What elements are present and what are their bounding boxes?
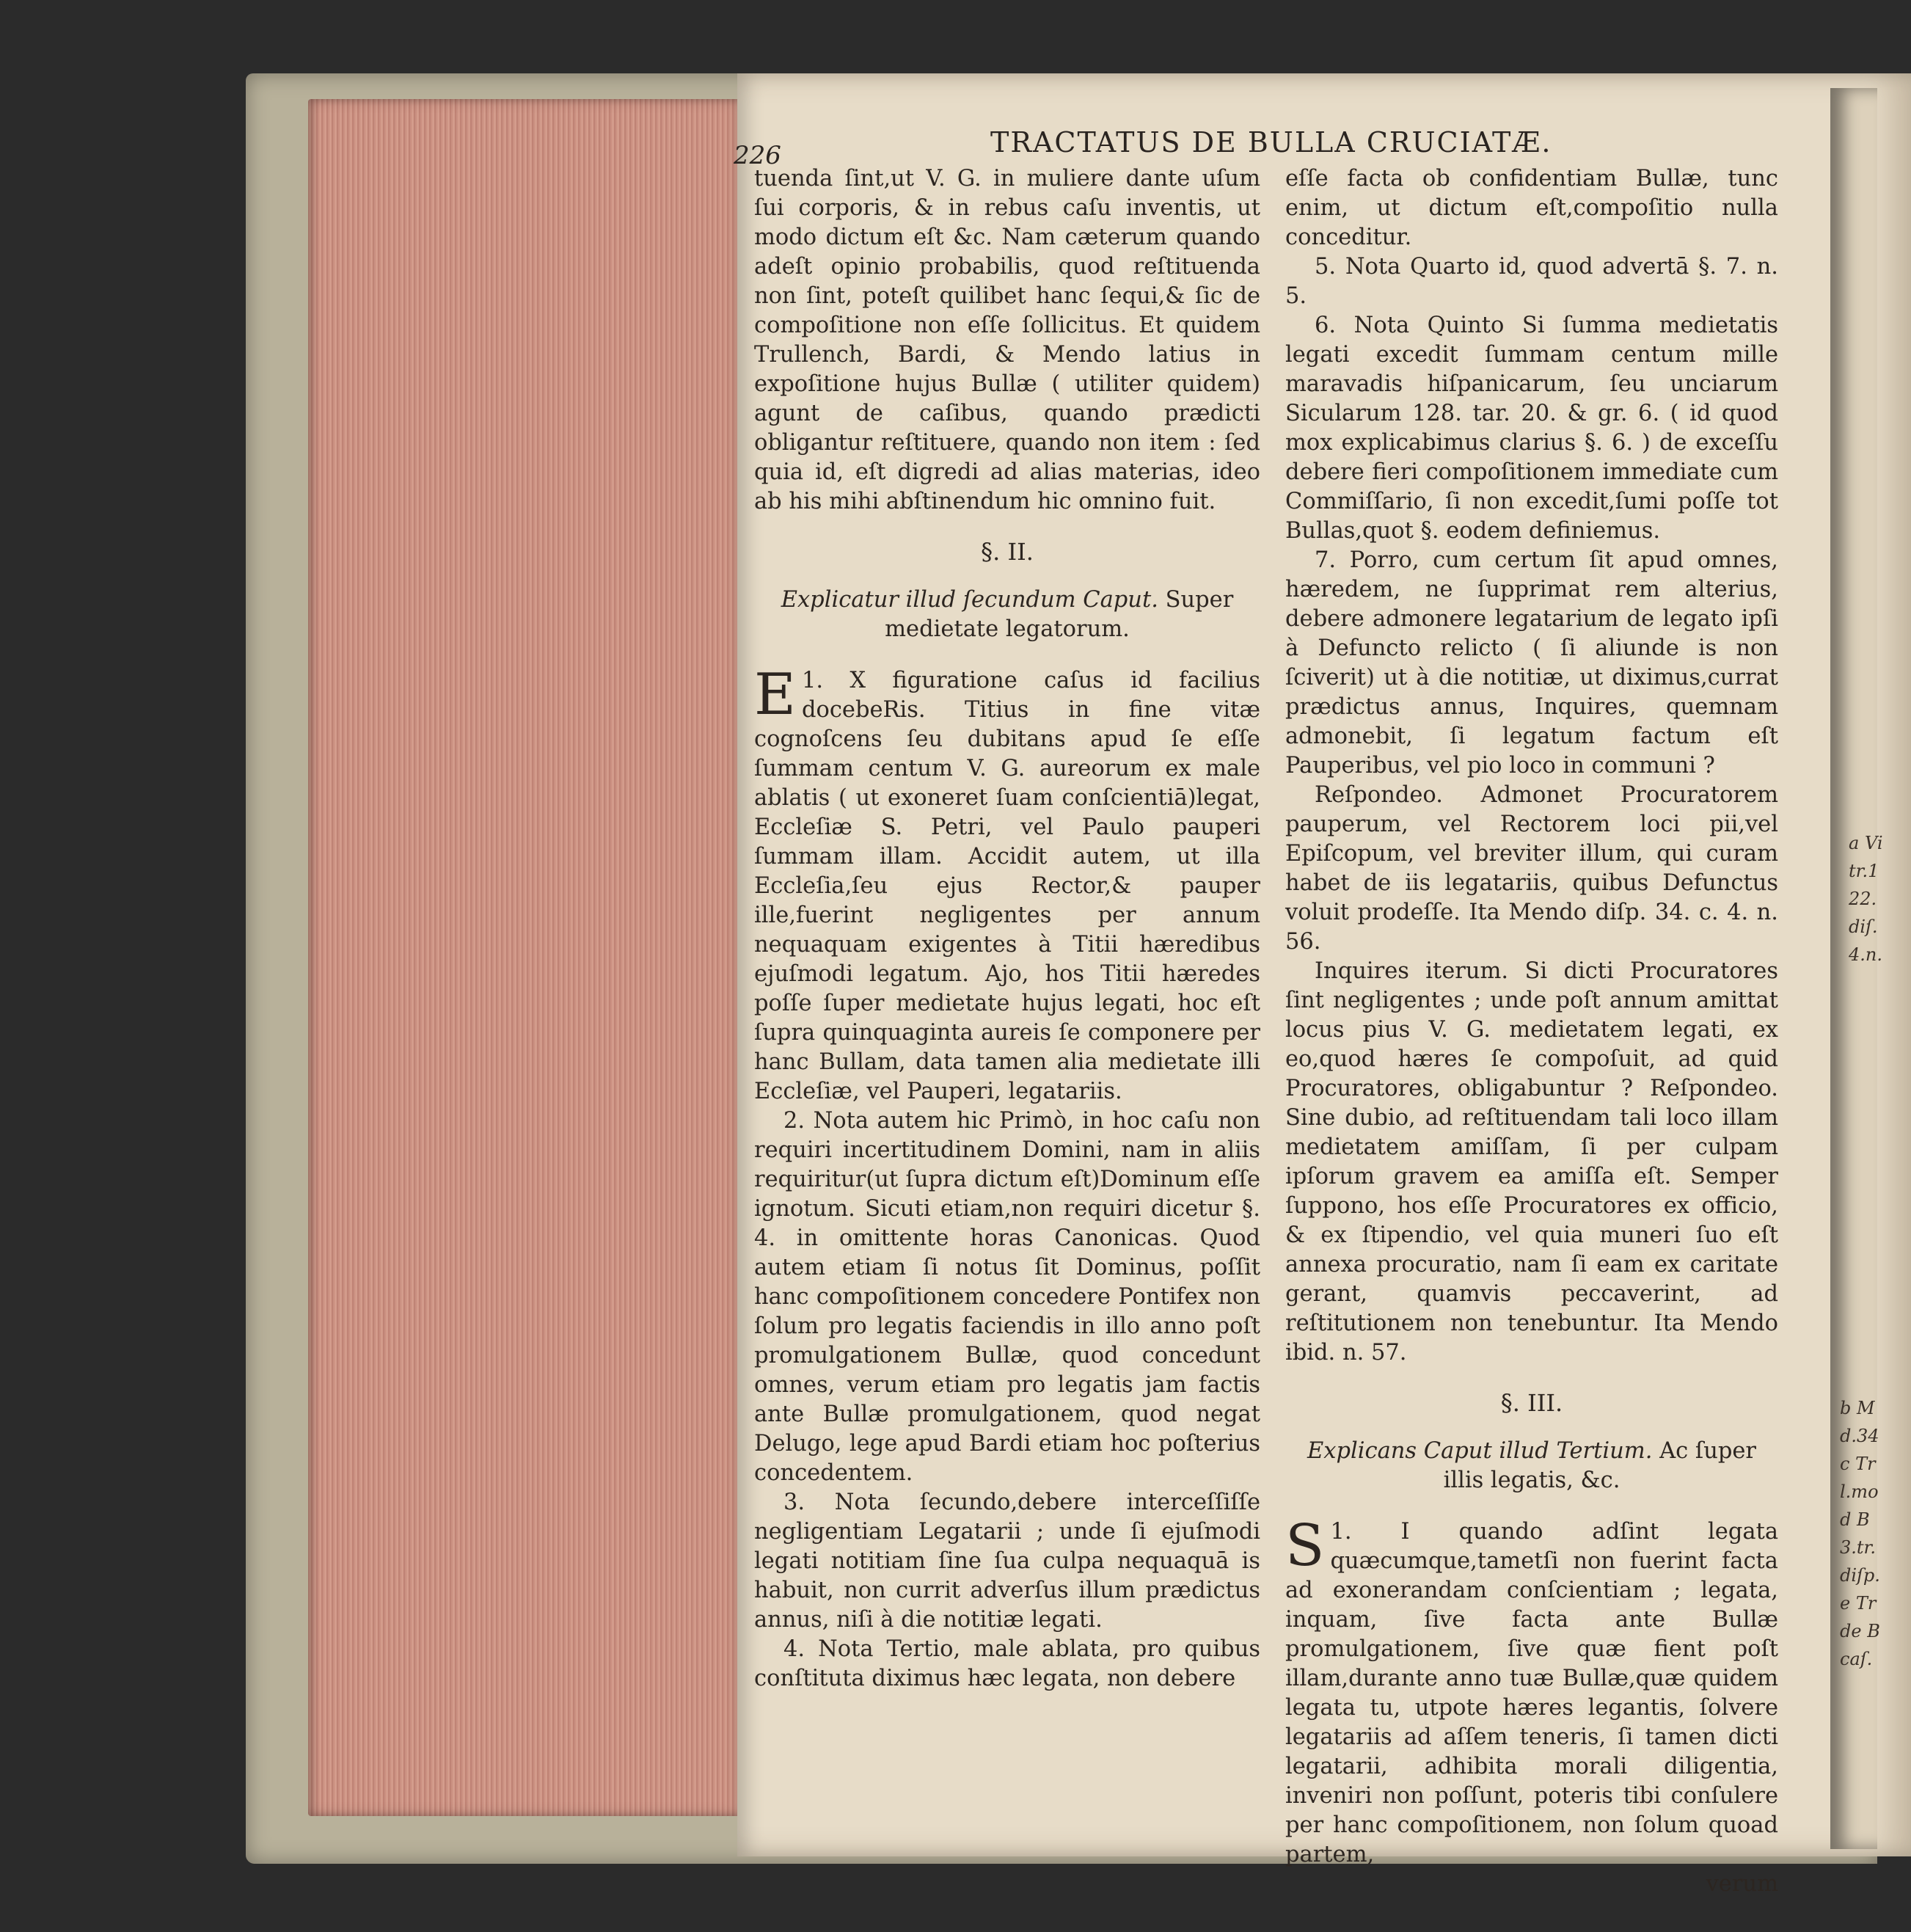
running-title: TRACTATUS DE BULLA CRUCIATÆ. [990,126,1552,158]
margin-notes-upper: a Vi tr.1 22. diſ. 4.n. [1849,833,1883,965]
section-summary-3 [1285,1437,1778,1495]
summary-roman: Super medietate legatorum. [885,587,1234,642]
left-para-1: tuenda ſint,ut V. G. in muliere dante uſum ſui corporis, & in rebus caſu inventis, ut modo dictum eſt &c. Nam cæterum quando adeſt opinio probabilis, quod reſtituenda non ſint, poteſt quilibet hanc ſequi,& ſic de compoſitione non eſſe ſollicitus. Et quidem Trullench, Bardi, & Mendo latius in expoſitione hujus Bullæ ( utiliter quidem) agunt de caſibus, quando prædicti obligantur reſtituere, quando non item : ſed quia id, eſt digredi ad alias materias, ideo ab his mihi abſtinendum hic omnino fuit. [754,166,1260,514]
summary-italic: Explicans Caput illud Tertium. [1307,1438,1653,1464]
left-para-5: 4. Nota Tertio, male ablata, pro quibus conſtituta diximus hæc legata, non debere [754,1636,1260,1691]
right-column [1285,164,1778,1899]
catchword: verum [1706,1871,1778,1897]
right-para-3: 6. Nota Quinto Si ſumma medietatis legati excedit ſummam centum mille maravadis hiſpanicarum, ſeu unciarum Sicularum 128. tar. 20. & gr. 6. ( id quod mox explicabimus clarius §. 6. ) de exceſſu debere fieri compoſitionem immediate cum Commiſſario, ſi non excedit,ſumi poſſe tot Bullas,quot §. eodem definiemus. [1285,313,1778,544]
section-heading-3: §. III. [1500,1389,1563,1417]
section-heading-2: §. II. [981,538,1034,566]
right-para-2: 5. Nota Quarto id, quod advertā §. 7. n. 5. [1285,254,1778,309]
left-para-2 [754,662,1261,1107]
summary-italic: Explicatur illud ſecundum Caput. [781,587,1158,613]
left-para-4: 3. Nota ſecundo,debere interceſſiſſe negligentiam Legatarii ; unde ſi ejuſmodi legati notitiam ſine ſua culpa nequaquā is habuit, non currit adverſus illum prædictus annus, niſi à die notitiæ legati. [754,1490,1260,1633]
drop-cap: E [754,662,796,728]
page-edges [308,99,748,1816]
para-text: X figuratione caſus id facilius docebeRis. Titius in fine vitæ cognoſcens ſeu dubitans apud ſe eſſe ſummam centum V. G. aureorum ex male ablatis ( ut exoneret ſuam conſcientiā)legat, Eccleſiæ S. Petri, vel Paulo pauperi ſummam illam. Accidit autem, ut illa Eccleſia,ſeu ejus Rector,& pauper ille,fuerint negligentes per annum nequaquam exigentes à Titii hæredibus ejuſmodi legatum. Ajo, hos Titii hæredes poſſe ſuper medietate hujus legati, hoc eſt ſupra quinquaginta aureis ſe componere per hanc Bullam, data tamen alia medietate illi Eccleſiæ, vel Pauperi, legatariis. [754,668,1261,1104]
para-text: I quando adſint legata quæcumque,tametſi non fuerint facta ad exonerandam conſcientiam ; legata, inquam, ſive facta ante Bullæ promulgationem, ſive quæ fient poſt illam,durante anno tuæ Bullæ,quæ quidem legata tu, utpote hæres legantis, ſolvere legatariis ad aſſem teneris, ſi tamen dicti legatarii, adhibita morali diligentia, inveniri non poſſunt, poteris tibi conſulere per hanc compoſitionem, non ſolum quoad partem, [1285,1519,1779,1867]
margin-notes-lower: b M d.34 c Tr l.mo d B 3.tr. diſp. e Tr de B caſ. [1840,1398,1880,1669]
left-para-3: 2. Nota autem hic Primò, in hoc caſu non requiri incertitudinem Domini, nam in aliis requiritur(ut ſupra dictum eſt)Dominum eſſe ignotum. Sicuti etiam,non requiri dicetur §. 4. in omittente horas Canonicas. Quod autem etiam ſi notus ſit Dominus, poſſit hanc compoſitionem concedere Pontifex non ſolum pro legatis faciendis in illo anno poſt promulgationem Bullæ, quod concedunt omnes, verum etiam pro legatis jam factis ante Bullæ promulgationem, quod negat Delugo, lege apud Bardi etiam hoc poſterius concedentem. [754,1108,1260,1486]
page-number: 226 [734,141,781,170]
left-column [754,164,1260,1694]
para-number: 1. [1330,1519,1401,1545]
drop-cap: S [1285,1513,1325,1579]
right-para-4: 7. Porro, cum certum ſit apud omnes, hæredem, ne ſupprimat rem alterius, debere admonere legatarium de legato ipſi à Defuncto relicto ( ſi aliunde is non ſciverit) ut à die notitiæ, ut diximus,currat prædictus annus, Inquires, quemnam admonebit, ſi legatum factum eſt Pauperibus, vel pio loco in communi ? [1285,547,1778,779]
para-number: 1. [801,668,850,693]
right-para-6: Inquires iterum. Si dicti Procuratores ſint negligentes ; unde poſt annum amittat locus pius V. G. medietatem legati, ex eo,quod hæres ſe compoſuit, ad quid Procuratores, obligabuntur ? Reſpondeo. Sine dubio, ad reſtituendam tali loco illam medietatem amiſſam, ſi per culpam ipſorum gravem ea amiſſa eſt. Semper ſuppono, hos eſſe Procuratores ex officio, & ex ſtipendio, vel quia muneri ſuo eſt annexa procuratio, nam ſi eam ex caritate gerant, quamvis peccaverint, ad reſtitutionem non tenebuntur. Ita Mendo ibid. n. 57. [1285,958,1778,1366]
section-summary-2 [754,586,1260,644]
right-para-1: eſſe facta ob confidentiam Bullæ, tunc enim, ut dictum eſt,compoſitio nulla conceditur. [1285,166,1778,250]
summary-roman: Ac ſuper illis legatis, &c. [1443,1438,1756,1493]
right-para-7 [1285,1513,1779,1870]
right-para-5: Reſpondeo. Admonet Procuratorem pauperum, vel Rectorem loci pii,vel Epiſcopum, vel breviter illum, qui curam habet de iis legatariis, quibus Defunctus voluit prodeſſe. Ita Mendo diſp. 34. c. 4. n. 56. [1285,782,1778,955]
